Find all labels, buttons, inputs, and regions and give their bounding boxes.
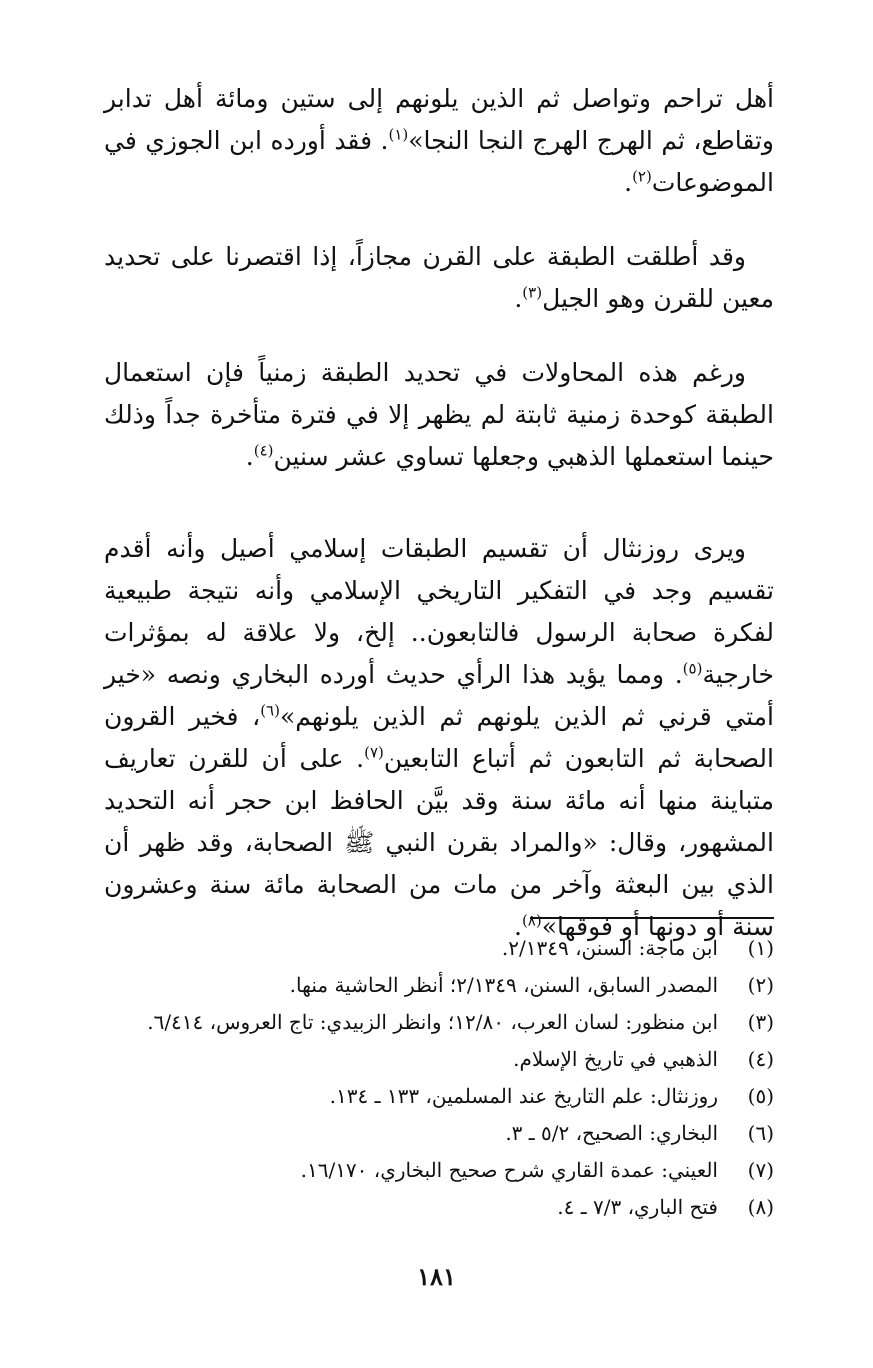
paragraph-3-text-a: ورغم هذه المحاولات في تحديد الطبقة زمنياً فإن استعمال الطبقة كوحدة زمنية ثابتة لم يظهر إلا في فترة متأخرة جداً وذلك حينما استعملها الذهبي وجعلها تساوي عشر سنين <box>104 358 774 471</box>
footnote-item <box>104 1004 774 1041</box>
footnote-number: (٨) <box>747 1195 774 1219</box>
paragraph-4 <box>104 528 774 948</box>
footnote-text: الذهبي في تاريخ الإسلام. <box>513 1047 718 1071</box>
page-number: ١٨١ <box>417 1262 456 1291</box>
footnote-text: روزنثال: علم التاريخ عند المسلمين، ١٣٣ ـ ١٣٤. <box>329 1084 718 1108</box>
footnote-number: (٣) <box>747 1010 774 1034</box>
paragraph-1-text-a: أهل تراحم وتواصل ثم الذين يلونهم إلى ستين ومائة أهل تدابر وتقاطع، ثم الهرج الهرج النجا النجا» <box>104 84 774 155</box>
footnote-ref-8[interactable]: (٨) <box>521 911 542 930</box>
footnote-item <box>104 1041 774 1078</box>
footnote-item <box>104 1115 774 1152</box>
paragraph-3 <box>104 352 774 478</box>
footnote-text: العيني: عمدة القاري شرح صحيح البخاري، ١٦/١٧٠. <box>300 1158 718 1182</box>
paragraph-4-text-d: . على أن للقرن تعاريف متباينة منها أنه مائة سنة وقد بيَّن الحافظ ابن حجر أنه التحديد المشهور، وقال: «والمراد بقرن النبي ﷺ الصحابة، وقد ظهر أن الذي بين البعثة وآخر من مات من الصحابة مائة سنة وعشرون سنة أو دونها أو فوقها» <box>104 744 774 941</box>
footnote-item <box>104 1078 774 1115</box>
paragraph-1-text-c: . <box>624 168 633 197</box>
footnote-text: ابن منظور: لسان العرب، ١٢/٨٠؛ وانظر الزبيدي: تاج العروس، ٦/٤١٤. <box>147 1010 718 1034</box>
footnote-item <box>104 967 774 1004</box>
footnote-text: المصدر السابق، السنن، ٢/١٣٤٩؛ أنظر الحاشية منها. <box>289 973 718 997</box>
footnote-text: ابن ماجة: السنن، ٢/١٣٤٩. <box>501 936 718 960</box>
main-text <box>104 78 774 948</box>
footnote-number: (٧) <box>747 1158 774 1182</box>
footnote-item <box>104 1152 774 1189</box>
paragraph-2-text-b: . <box>514 284 523 313</box>
footnote-number: (٥) <box>747 1084 774 1108</box>
paragraph-1 <box>104 78 774 204</box>
paragraph-4-text-a: ويرى روزنثال أن تقسيم الطبقات إسلامي أصيل وأنه أقدم تقسيم وجد في التفكير التاريخي الإسلامي وأنه نتيجة طبيعية لفكرة صحابة الرسول فالتابعون.. إلخ، ولا علاقة له بمؤثرات خارجية <box>104 534 774 689</box>
footnote-ref-6[interactable]: (٦) <box>260 701 280 720</box>
paragraph-4-text-e: . <box>513 912 522 941</box>
footnote-text: البخاري: الصحيح، ٥/٢ ـ ٣. <box>505 1121 718 1145</box>
paragraph-1-text-b: . فقد أورده ابن الجوزي في الموضوعات <box>104 126 774 197</box>
footnote-ref-7[interactable]: (٧) <box>364 743 384 762</box>
footnote-number: (٦) <box>747 1121 774 1145</box>
paragraph-4-text-c: ، فخير القرون الصحابة ثم التابعون ثم أتباع التابعين <box>104 702 774 773</box>
footnote-number: (١) <box>747 936 774 960</box>
footnote-number: (٤) <box>747 1047 774 1071</box>
footnote-ref-5[interactable]: (٥) <box>682 659 703 678</box>
paragraph-3-text-b: . <box>245 442 254 471</box>
footnote-item <box>104 1189 774 1226</box>
footnote-ref-3[interactable]: (٣) <box>522 283 543 302</box>
footnotes-list <box>104 930 774 1226</box>
footnote-ref-2[interactable]: (٢) <box>632 167 652 186</box>
footnote-ref-1[interactable]: (١) <box>388 125 409 144</box>
paragraph-2 <box>104 236 774 320</box>
paragraph-2-text-a: وقد أطلقت الطبقة على القرن مجازاً، إذا اقتصرنا على تحديد معين للقرن وهو الجيل <box>104 242 774 313</box>
paragraph-4-text-b: . ومما يؤيد هذا الرأي حديث أورده البخاري ونصه «خير أمتي قرني ثم الذين يلونهم ثم الذين يلونهم» <box>104 660 774 731</box>
footnote-separator <box>530 917 774 919</box>
footnote-text: فتح الباري، ٧/٣ ـ ٤. <box>557 1195 718 1219</box>
footnote-item <box>104 930 774 967</box>
footnote-number: (٢) <box>747 973 774 997</box>
footnote-ref-4[interactable]: (٤) <box>253 441 274 460</box>
